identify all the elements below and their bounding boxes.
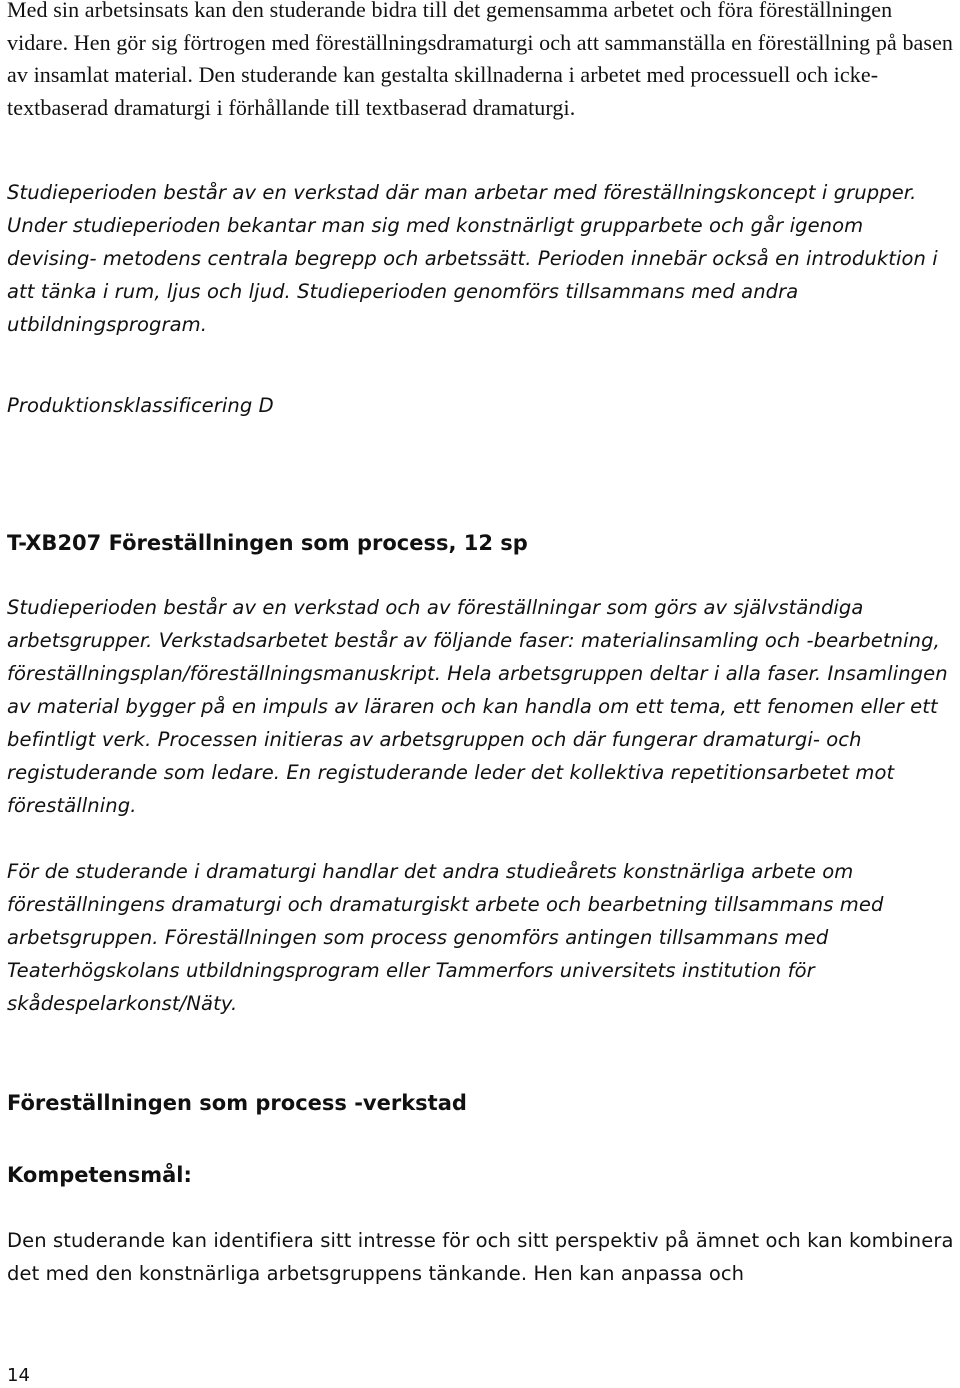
intro-paragraph: Med sin arbetsinsats kan den studerande bidra till det gemensamma arbetet och föra föreställningen vidare. Hen gör sig förtrogen med föreställningsdramaturgi och att sammanställa en föreställning på basen av insamlat material. Den studerande kan gestalta skillnaderna i arbetet med processuell och icke-textbaserad dramaturgi i förhållande till textbaserad dramaturgi. [7, 0, 954, 120]
page-number: 14 [7, 1365, 30, 1386]
dramaturgy-paragraph: För de studerande i dramaturgi handlar det andra studieårets konstnärliga arbete om föreställningens dramaturgi och dramaturgiskt arbete och bearbetning tillsammans med arbetsgruppen. Föreställningen som process genomförs antingen tillsammans med Teaterhögskolans utbildningsprogram eller Tammerfors universitets institution för skådespelarkonst/Näty. [7, 860, 884, 1015]
workshop-description-paragraph: Studieperioden består av en verkstad där man arbetar med föreställningskoncept i grupper. Under studieperioden bekantar man sig med konstnärligt grupparbete och går igenom devising- metodens centrala begrepp och arbetssätt. Perioden innebär också en introduktion i att tänka i rum, ljus och ljud. Studieperioden genomförs tillsammans med andra utbildningsprogram. [7, 181, 938, 336]
competence-paragraph: Den studerande kan identifiera sitt intresse för och sitt perspektiv på ämnet och kan kombinera det med den konstnärliga arbetsgruppens tänkande. Hen kan anpassa och [7, 1229, 954, 1285]
production-classification: Produktionsklassificering D [7, 394, 274, 417]
course-title-heading: T-XB207 Föreställningen som process, 12 sp [7, 531, 528, 555]
competence-heading: Kompetensmål: [7, 1163, 192, 1187]
workshop-title-heading: Föreställningen som process -verkstad [7, 1091, 467, 1115]
course-description-paragraph: Studieperioden består av en verkstad och av föreställningar som görs av självständiga arbetsgrupper. Verkstadsarbetet består av följande faser: materialinsamling och -bearbetning, föreställningsplan/föreställningsmanuskript. Hela arbetsgruppen deltar i alla faser. Insamlingen av material bygger på en impuls av läraren och kan handla om ett tema, ett fenomen eller ett befintligt verk. Processen initieras av arbetsgruppen och där fungerar dramaturgi- och registuderande som ledare. En registuderande leder det kollektiva repetitionsarbetet mot föreställning. [7, 596, 948, 817]
